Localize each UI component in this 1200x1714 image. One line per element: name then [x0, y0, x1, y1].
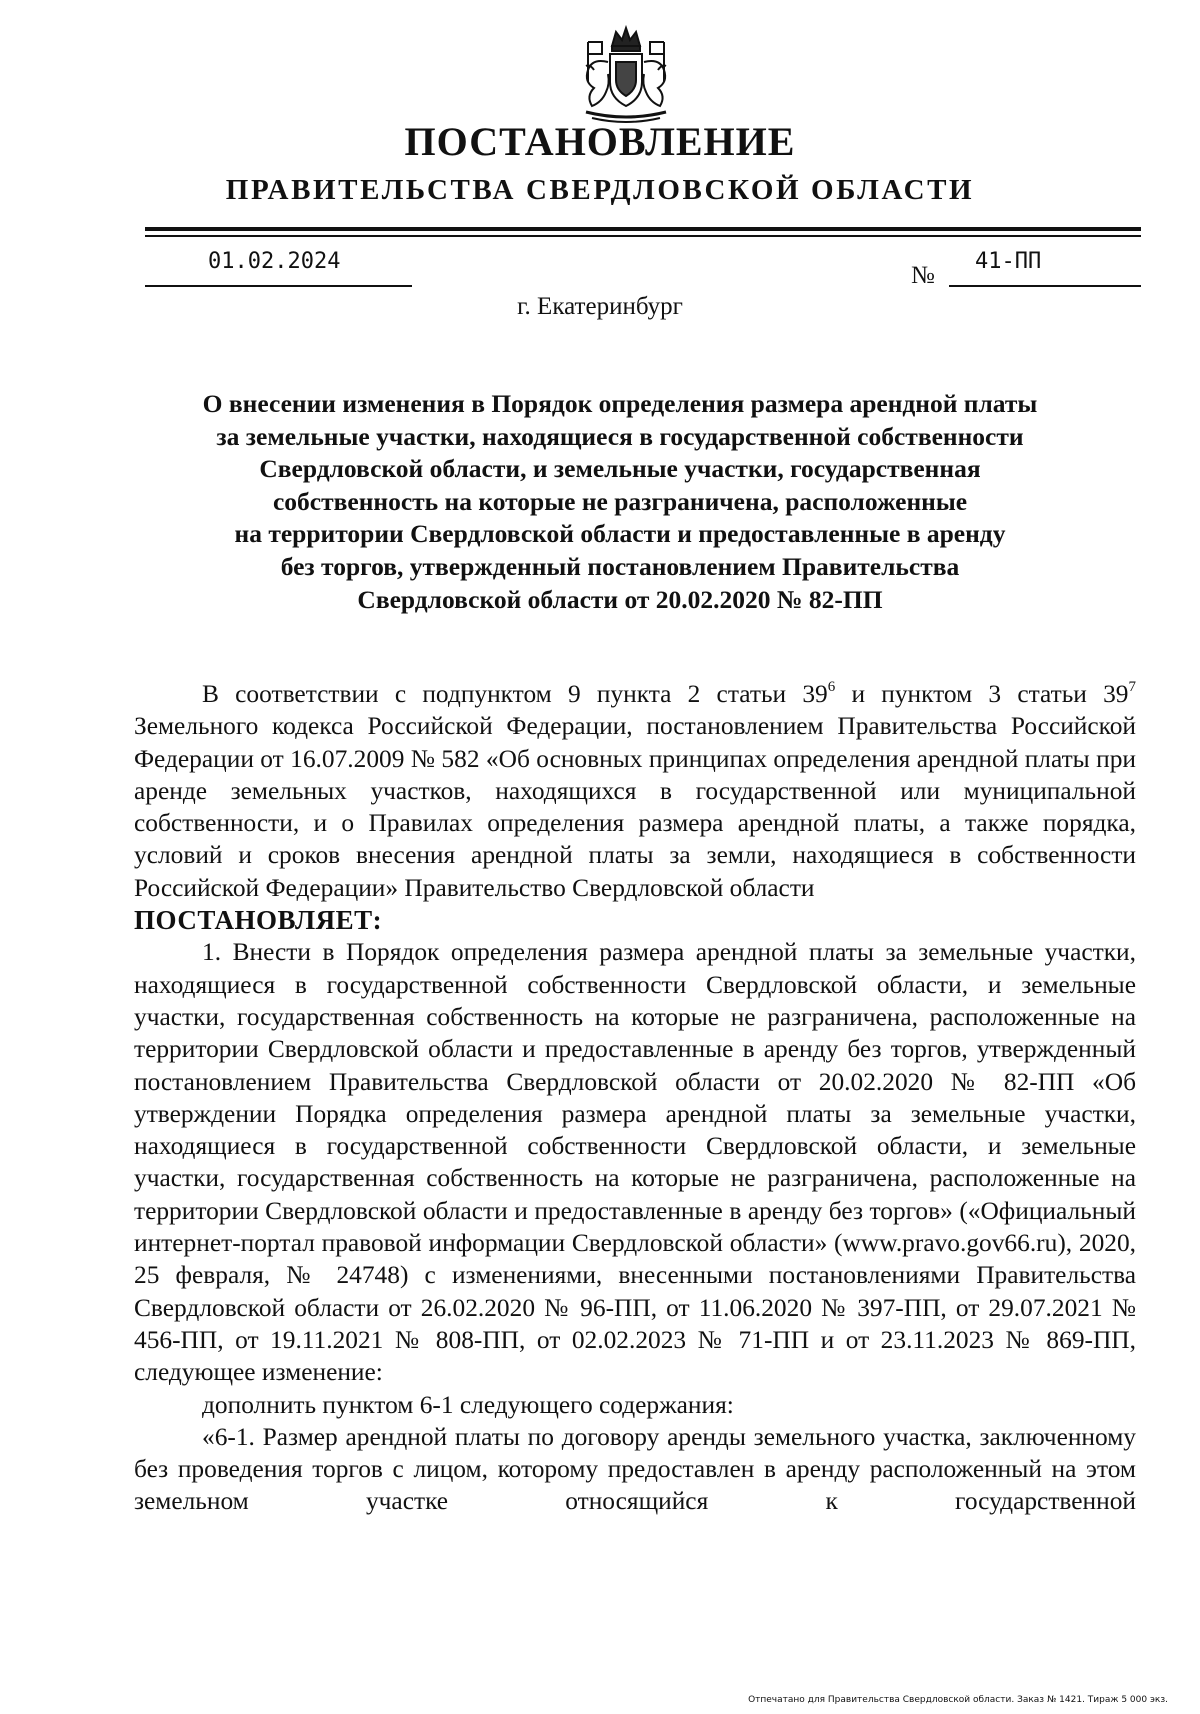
- coat-of-arms-emblem: [572, 22, 680, 126]
- preamble-text: Земельного кодекса Российской Федерации, постановлением Правительства Российской Федерации от 16.07.2009 № 582 «Об основных принципах определения арендной платы при аренде земельных участков, находящихся в государственной или муниципальной собственности, и о Правилах определения размера арендной платы, а также порядка, условий и сроков внесения арендной платы за земли, находящиеся в собственности Российской Федерации» Правительство Свердловской области: [134, 712, 1136, 902]
- heading-line: собственность на которые не разграничена, расположенные: [272, 486, 968, 516]
- heading-line: без торгов, утвержденный постановлением Правительства: [280, 551, 960, 581]
- date-underline: [145, 285, 412, 287]
- document-title: ПОСТАНОВЛЕНИЕ: [404, 119, 796, 164]
- item-1-subparagraph: дополнить пунктом 6-1 следующего содержания:: [202, 1390, 734, 1419]
- document-date: 01.02.2024: [208, 249, 341, 274]
- resolves-heading: ПОСТАНОВЛЯЕТ:: [134, 905, 383, 936]
- header-rule-thin: [145, 235, 1141, 237]
- item-1-paragraph: 1. Внести в Порядок определения размера арендной платы за земельные участки, находящиеся в государственной собственности Свердловской области, и земельные участки, государственная собственность на которые не разграничена, расположенные на территории Свердловской области и предоставленные в аренду без торгов, утвержденный постановлением Правительства Свердловской области от 20.02.2020 № 82-ПП «Об утверждении Порядка определения размера арендной платы за земельные участки, находящиеся в государственной собственности Свердловской области, и земельные участки, государственная собственность на которые не разграничена, расположенные на территории Свердловской области и предоставленные в аренду без торгов» («Официальный интернет-портал правовой информации Свердловской области» (www.pravo.gov66.ru), 2020, 25 февраля, № 24748) с изменениями, внесенными постановлениями Правительства Свердловской области от 26.02.2020 № 96-ПП, от 11.06.2020 № 397-ПП, от 29.07.2021 № 456-ПП, от 19.11.2021 № 808-ПП, от 02.02.2023 № 71-ПП и от 23.11.2023 № 869-ПП, следующее изменение:: [134, 938, 1136, 1387]
- superscript: 6: [827, 679, 836, 695]
- preamble-text: и пунктом 3 статьи 39: [835, 680, 1129, 708]
- heading-line: на территории Свердловской области и предоставленные в аренду: [234, 519, 1006, 549]
- heading-line: Свердловской области от 20.02.2020 № 82-ПП: [357, 584, 883, 614]
- preamble-paragraph: [134, 678, 1136, 904]
- quoted-paragraph: «6-1. Размер арендной платы по договору аренды земельного участка, заключенному без проведения торгов с лицом, которому предоставлен в аренду расположенный на этом земельном участке относящийся к государственной: [134, 1422, 1136, 1516]
- document-heading: [140, 388, 1100, 616]
- document-city: г. Екатеринбург: [517, 293, 683, 320]
- number-underline: [949, 285, 1141, 287]
- heading-line: Свердловской области, и земельные участки, государственная: [259, 454, 981, 484]
- heading-line: О внесении изменения в Порядок определения размера арендной платы: [202, 389, 1038, 418]
- heading-line: за земельные участки, находящиеся в государственной собственности: [216, 421, 1024, 451]
- document-issuer: ПРАВИТЕЛЬСТВА СВЕРДЛОВСКОЙ ОБЛАСТИ: [225, 174, 975, 206]
- number-sign: №: [911, 262, 935, 289]
- preamble-text: В соответствии с подпунктом 9 пункта 2 статьи 39: [202, 680, 828, 708]
- header-rule-thick: [145, 227, 1141, 231]
- document-number: 41-ПП: [975, 249, 1042, 274]
- print-footer: Отпечатано для Правительства Свердловской области. Заказ № 1421. Тираж 5 000 экз.: [748, 1695, 1168, 1705]
- document-body: [134, 678, 1136, 1518]
- superscript: 7: [1128, 679, 1136, 695]
